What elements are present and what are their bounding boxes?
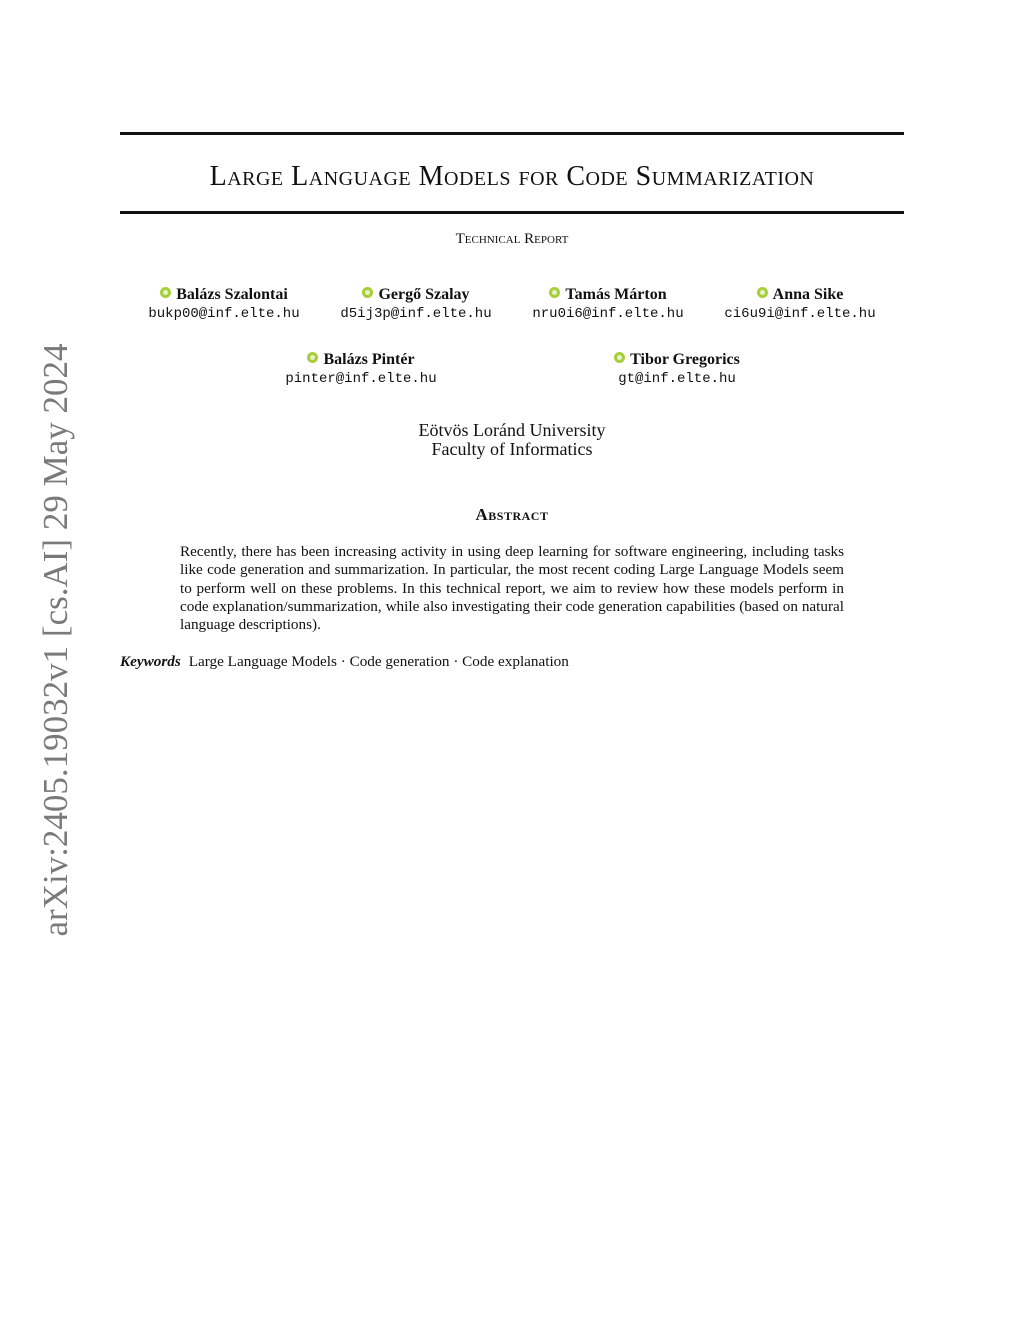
affiliation bbox=[312, 421, 712, 459]
author-block bbox=[316, 285, 516, 323]
arxiv-identifier-stamp: arXiv:2405.19032v1 [cs.AI] 29 May 2024 bbox=[36, 343, 75, 937]
title-bottom-rule bbox=[120, 211, 904, 214]
keywords-label: Keywords bbox=[120, 653, 181, 670]
author-block bbox=[261, 350, 461, 388]
faculty-name: Faculty of Informatics bbox=[431, 439, 593, 459]
orcid-icon[interactable] bbox=[549, 287, 560, 298]
author-block bbox=[124, 285, 324, 323]
author-name: Tamás Márton bbox=[508, 285, 708, 305]
report-type: Technical Report bbox=[455, 231, 569, 247]
author-email[interactable]: ci6u9i@inf.elte.hu bbox=[724, 306, 876, 322]
orcid-icon[interactable] bbox=[757, 287, 768, 298]
author-email[interactable]: gt@inf.elte.hu bbox=[618, 371, 736, 387]
author-block bbox=[577, 350, 777, 388]
keywords-list: Large Language Models · Code generation · Code explanation bbox=[188, 653, 569, 670]
author-block bbox=[700, 285, 900, 323]
orcid-icon[interactable] bbox=[307, 352, 318, 363]
author-email[interactable]: d5ij3p@inf.elte.hu bbox=[340, 306, 492, 322]
author-email[interactable]: bukp00@inf.elte.hu bbox=[148, 306, 300, 322]
author-name: Balázs Pintér bbox=[261, 350, 461, 370]
abstract-text: Recently, there has been increasing activity in using deep learning for software engineering, including tasks like code generation and summarization. In particular, the most recent coding Large Language Models seem to perform well on these problems. In this technical report, we aim to review how these models perform in code explanation/summarization, while also investigating their code generation capabilities (based on natural language descriptions). bbox=[180, 543, 844, 634]
paper-title: Large Language Models for Code Summarization bbox=[209, 161, 815, 192]
keywords bbox=[120, 653, 904, 671]
author-email[interactable]: pinter@inf.elte.hu bbox=[285, 371, 437, 387]
author-email[interactable]: nru0i6@inf.elte.hu bbox=[532, 306, 684, 322]
author-name: Balázs Szalontai bbox=[124, 285, 324, 305]
orcid-icon[interactable] bbox=[160, 287, 171, 298]
author-block bbox=[508, 285, 708, 323]
author-name: Tibor Gregorics bbox=[577, 350, 777, 370]
title-top-rule bbox=[120, 132, 904, 135]
abstract-heading: Abstract bbox=[475, 505, 549, 524]
author-name: Gergő Szalay bbox=[316, 285, 516, 305]
author-name: Anna Sike bbox=[700, 285, 900, 305]
orcid-icon[interactable] bbox=[362, 287, 373, 298]
university-name: Eötvös Loránd University bbox=[418, 420, 606, 440]
orcid-icon[interactable] bbox=[614, 352, 625, 363]
